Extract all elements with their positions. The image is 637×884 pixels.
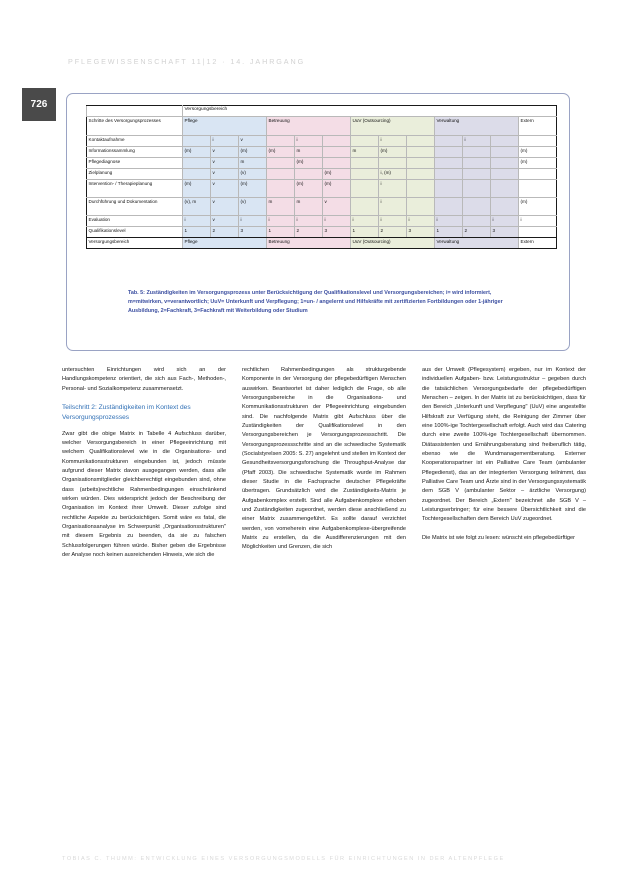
matrix-cell (435, 169, 463, 180)
matrix-cell (435, 136, 463, 147)
row-header-label: Schritte des Versorgungsprozesses (87, 117, 183, 136)
matrix-cell (183, 158, 211, 169)
matrix-cell (351, 180, 379, 198)
matrix-cell (183, 169, 211, 180)
matrix-cell (435, 147, 463, 158)
matrix-cell (463, 180, 491, 198)
page-footer: TOBIAS C. THUMM: ENTWICKLUNG EINES VERSORGUNGSMODELLS FÜR EINRICHTUNGEN IN DER ALTENPFLEGE (62, 856, 505, 862)
matrix-cell (407, 169, 435, 180)
matrix-cell: i (379, 136, 407, 147)
matrix-cell: i (211, 136, 239, 147)
table-row (87, 180, 557, 198)
col1-para-1: untersuchten Einrichtungen wird sich an der Handlungskompetenz orientiert, die sich aus Fach-, Methoden-, Personal- und Sozialkompetenz zusammensetzt. (62, 367, 226, 392)
matrix-cell (407, 198, 435, 216)
matrix-cell: i (267, 216, 295, 227)
matrix-cell (267, 180, 295, 198)
matrix-cell: (m) (519, 198, 557, 216)
table-row (87, 158, 557, 169)
matrix-cell: v (211, 180, 239, 198)
footer-group-label: Pflege (183, 238, 267, 249)
matrix-cell: v (211, 216, 239, 227)
table-row (87, 198, 557, 216)
table-row (87, 147, 557, 158)
matrix-cell (267, 158, 295, 169)
matrix-cell (351, 158, 379, 169)
matrix-cell: i (519, 216, 557, 227)
matrix-cell: v (211, 198, 239, 216)
table-row (87, 227, 557, 238)
table-supergroup-row (87, 106, 557, 117)
matrix-cell (463, 198, 491, 216)
matrix-cell: 1 (351, 227, 379, 238)
matrix-cell: m (239, 158, 267, 169)
running-header: PFLEGEWISSENSCHAFT 11|12 · 14. JAHRGANG (68, 57, 306, 66)
row-label: Zielplanung (87, 169, 183, 180)
footer-row-label: Versorgungsbereich (87, 238, 183, 249)
matrix-cell (407, 136, 435, 147)
matrix-cell: m (295, 147, 323, 158)
matrix-cell: (m) (295, 158, 323, 169)
col1-para-2: Zwar gibt die obige Matrix in Tabelle 4 Aufschluss darüber, welcher Versorgungsbereich in einer Pflegeeinrichtung mit welchem Qualifikationslevel wie in die Organisations- und Kommunikationsstrukturen eingebunden ist, jedoch müsste aufgrund dieser Matrix davon ausgegangen werden, dass alle Organisationsmitglieder gleichberechtigt eingebunden sind, ohne dass (arbeits)rechtliche Rahmenbedingungen einschränkend wirken würden. Dies widerspricht jedoch der Beschreibung der Organisation im Kontext ihrer Umwelt. Dieser zufolge sind rechtliche Aspekte zu berücksichtigen. Somit wäre es fatal, die Organisationsanalyse im Schwerpunkt „Organisationsstrukturen" mit diesem Ergebnis zu beenden, da sie zu falschen Schlussfolgerungen führen würde. Bisher geben die Ergebnisse der Analyse noch keinen ausreichenden Hinweis, wie sich die (62, 430, 226, 559)
matrix-cell (407, 158, 435, 169)
matrix-cell: 3 (407, 227, 435, 238)
matrix-cell (463, 216, 491, 227)
matrix-cell: m (267, 198, 295, 216)
body-column-2 (242, 366, 406, 553)
matrix-cell (351, 136, 379, 147)
col2-para-1: rechtlichen Rahmenbedingungen als strukturgebende Komponente in der Versorgung der pflegebedürftigen Menschen auswirken. Beantwortet ist daher lediglich die Frage, ob alle Versorgungsbereiche in die Organisations- und Kommunikationsstrukturen der Pflegeeinrichtung eingebunden sind. Die nachfolgende Matrix gibt Aufschluss über die Zuständigkeiten der Qualifikationslevel in den Versorgungsbereichen je Versorgungsprozessschritt. Die Versorgungsprozessschritte sind an die schwedische Systematik (Socialstyrelsen 2005: S. 27) angelehnt und stellen im Kontext der Gesundheitsversorgungsforschung die Throughput-Analyse dar (Pfaff 2003). Die schwedische Systematik wurde im Rahmen dieser Studie in die Fachsprache deutscher Pflegekräfte übertragen. Grundsätzlich wird die Zuständigkeits-Matrix je Aufgabenkomplex erstellt. Sind alle Aufgabenkomplexe erhoben und Zuständigkeiten zugeordnet, werden diese anschließend zu einer Matrix zusammengeführt. Es sollte darauf verzichtet werden, von vorneherein eine Aufgabenkomplexe-übergreifende Matrix zu erstellen, da die Ausdifferenzierungen mit den Möglichkeiten und Grenzen, die sich (242, 367, 406, 551)
matrix-cell: (v) (239, 169, 267, 180)
matrix-cell: (m) (183, 180, 211, 198)
footer-group-label: Verwaltung (435, 238, 519, 249)
matrix-cell (435, 158, 463, 169)
matrix-cell (379, 158, 407, 169)
matrix-cell: v (239, 136, 267, 147)
table-row (87, 216, 557, 227)
matrix-cell (463, 169, 491, 180)
matrix-cell (183, 136, 211, 147)
table-group-header-row (87, 117, 557, 136)
table-row (87, 169, 557, 180)
matrix-cell: 2 (211, 227, 239, 238)
supergroup-header: Versorgungsbereich (183, 106, 557, 117)
matrix-cell: (m) (519, 158, 557, 169)
matrix-cell (491, 169, 519, 180)
row-label: Kontaktaufnahme (87, 136, 183, 147)
matrix-cell: i (407, 216, 435, 227)
matrix-cell: i (295, 216, 323, 227)
matrix-cell (491, 158, 519, 169)
matrix-cell (519, 169, 557, 180)
matrix-cell: i (351, 216, 379, 227)
matrix-cell: i (379, 180, 407, 198)
matrix-cell: 1 (183, 227, 211, 238)
matrix-cell (519, 136, 557, 147)
matrix-cell (435, 198, 463, 216)
matrix-cell: 1 (267, 227, 295, 238)
matrix-cell: (m) (295, 180, 323, 198)
body-column-3 (422, 366, 586, 543)
matrix-cell: 3 (323, 227, 351, 238)
matrix-cell: (m) (183, 147, 211, 158)
matrix-cell: (m) (267, 147, 295, 158)
row-label: Intervention- / Therapieplanung (87, 180, 183, 198)
table-caption: Tab. 5: Zuständigkeiten im Versorgungsprozess unter Berücksichtigung der Qualifikationslevel und Versorgungsbereichen; i= wird informiert, m=mitwirken, v=verantwortlich; UuV= Unterkunft und Verpflegung; 1=un- / angelernt und Hilfskräfte mit zertifizierten Fortbildungen oder 1-jähriger Ausbildung, 2=Fachkraft, 3=Fachkraft mit Weiterbildung oder Studium (128, 290, 503, 314)
matrix-cell: 2 (463, 227, 491, 238)
matrix-cell: 2 (379, 227, 407, 238)
table-footer-row (87, 238, 557, 249)
body-column-1 (62, 366, 226, 560)
footer-group-label: Betreuung (267, 238, 351, 249)
matrix-cell: (m) (239, 147, 267, 158)
row-label: Pflegediagnose (87, 158, 183, 169)
row-label: Durchführung und Dokumentation (87, 198, 183, 216)
matrix-cell: i (295, 136, 323, 147)
group-header-extern: Extern (519, 117, 557, 136)
matrix-cell: i (323, 216, 351, 227)
group-header-verwaltung: Verwaltung (435, 117, 519, 136)
matrix-cell (435, 180, 463, 198)
matrix-cell (295, 169, 323, 180)
footer-group-label: UuV (Outsourcing) (351, 238, 435, 249)
matrix-cell: 3 (491, 227, 519, 238)
matrix-cell: (m) (323, 169, 351, 180)
group-header-betreuung: Betreuung (267, 117, 351, 136)
col3-spacer (422, 525, 586, 534)
matrix-cell (491, 147, 519, 158)
matrix-cell (463, 147, 491, 158)
matrix-cell (323, 147, 351, 158)
group-header-uuv: UuV (Outsourcing) (351, 117, 435, 136)
matrix-cell (351, 198, 379, 216)
matrix-cell (519, 227, 557, 238)
matrix (86, 105, 557, 249)
matrix-cell: v (211, 169, 239, 180)
matrix-cell: v (211, 147, 239, 158)
matrix-cell: (m) (323, 180, 351, 198)
matrix-cell: i (379, 216, 407, 227)
matrix-cell (463, 158, 491, 169)
row-label: Informationssammlung (87, 147, 183, 158)
matrix-cell (491, 198, 519, 216)
matrix-cell: (v), m (183, 198, 211, 216)
zustaendigkeiten-matrix-table (86, 105, 552, 249)
matrix-cell: 2 (295, 227, 323, 238)
matrix-cell: v (323, 198, 351, 216)
matrix-cell: v (211, 158, 239, 169)
matrix-cell (491, 180, 519, 198)
matrix-cell: i, (m) (379, 169, 407, 180)
row-label: Evaluation (87, 216, 183, 227)
corner-cell (87, 106, 183, 117)
matrix-cell: i (463, 136, 491, 147)
page-number-badge: 726 (22, 88, 56, 121)
matrix-cell: i (435, 216, 463, 227)
footer-group-label: Extern (519, 238, 557, 249)
group-header-pflege: Pflege (183, 117, 267, 136)
matrix-cell: (m) (519, 147, 557, 158)
col3-para-2: Die Matrix ist wie folgt zu lesen: wünscht ein pflegebedürftiger (422, 534, 575, 541)
matrix-cell: (v) (239, 198, 267, 216)
col1-subheading: Teilschritt 2: Zuständigkeiten im Kontext des Versorgungsprozesses (62, 403, 191, 421)
matrix-cell: (m) (239, 180, 267, 198)
matrix-cell (491, 136, 519, 147)
matrix-cell (267, 136, 295, 147)
matrix-cell (351, 169, 379, 180)
table-row (87, 136, 557, 147)
matrix-cell: i (183, 216, 211, 227)
matrix-cell: m (295, 198, 323, 216)
matrix-cell: (m) (379, 147, 407, 158)
matrix-cell: 3 (239, 227, 267, 238)
matrix-cell (407, 180, 435, 198)
matrix-cell (407, 147, 435, 158)
matrix-cell: i (379, 198, 407, 216)
matrix-cell (519, 180, 557, 198)
matrix-cell: m (351, 147, 379, 158)
row-label: Qualifikationslevel (87, 227, 183, 238)
col3-para-1: aus der Umwelt (Pflegesystem) ergeben, nur im Kontext der individuellen Aufgaben- bzw. Leistungsstruktur – gegeben durch die tatsächlichen Versorgungsbedarfe der pflegebedürftigen Menschen – zeigen. In der Matrix ist zu berücksichtigen, dass für den Bereich „Unterkunft und Verpflegung" (UuV) eine angestellte Hilfskraft zur Verfügung steht, die Reinigung der Zimmer über eine 100%-ige Tochtergesellschaft erfolgt. Auch wird das Catering durch eine zweite 100%-ige Tochtergesellschaft übernommen. Diätassistenten und Ernährungsberatung sind freiberuflich tätig, ebenso wie die Wundmanagementberatung. Externer Kooperationspartner ist ein Palliative Care Team (ambulanter Pflegedienst), das an der integrierten Versorgung teilnimmt, das Palliative Care Team und Ärzte sind in der Versorgungssystematik dem SGB V (ambulanter Sektor – ärztliche Versorgung) zugeordnet. Der Bereich „Extern" bezeichnet alle SGB V – Leistungserbringer; für eine bessere Übersichtlichkeit sind die Tochtergesellschaften dem Bereich UuV zugeordnet. (422, 367, 586, 523)
matrix-cell: i (239, 216, 267, 227)
matrix-cell (267, 169, 295, 180)
matrix-cell: i (491, 216, 519, 227)
matrix-cell (323, 136, 351, 147)
matrix-cell (323, 158, 351, 169)
matrix-cell: 1 (435, 227, 463, 238)
